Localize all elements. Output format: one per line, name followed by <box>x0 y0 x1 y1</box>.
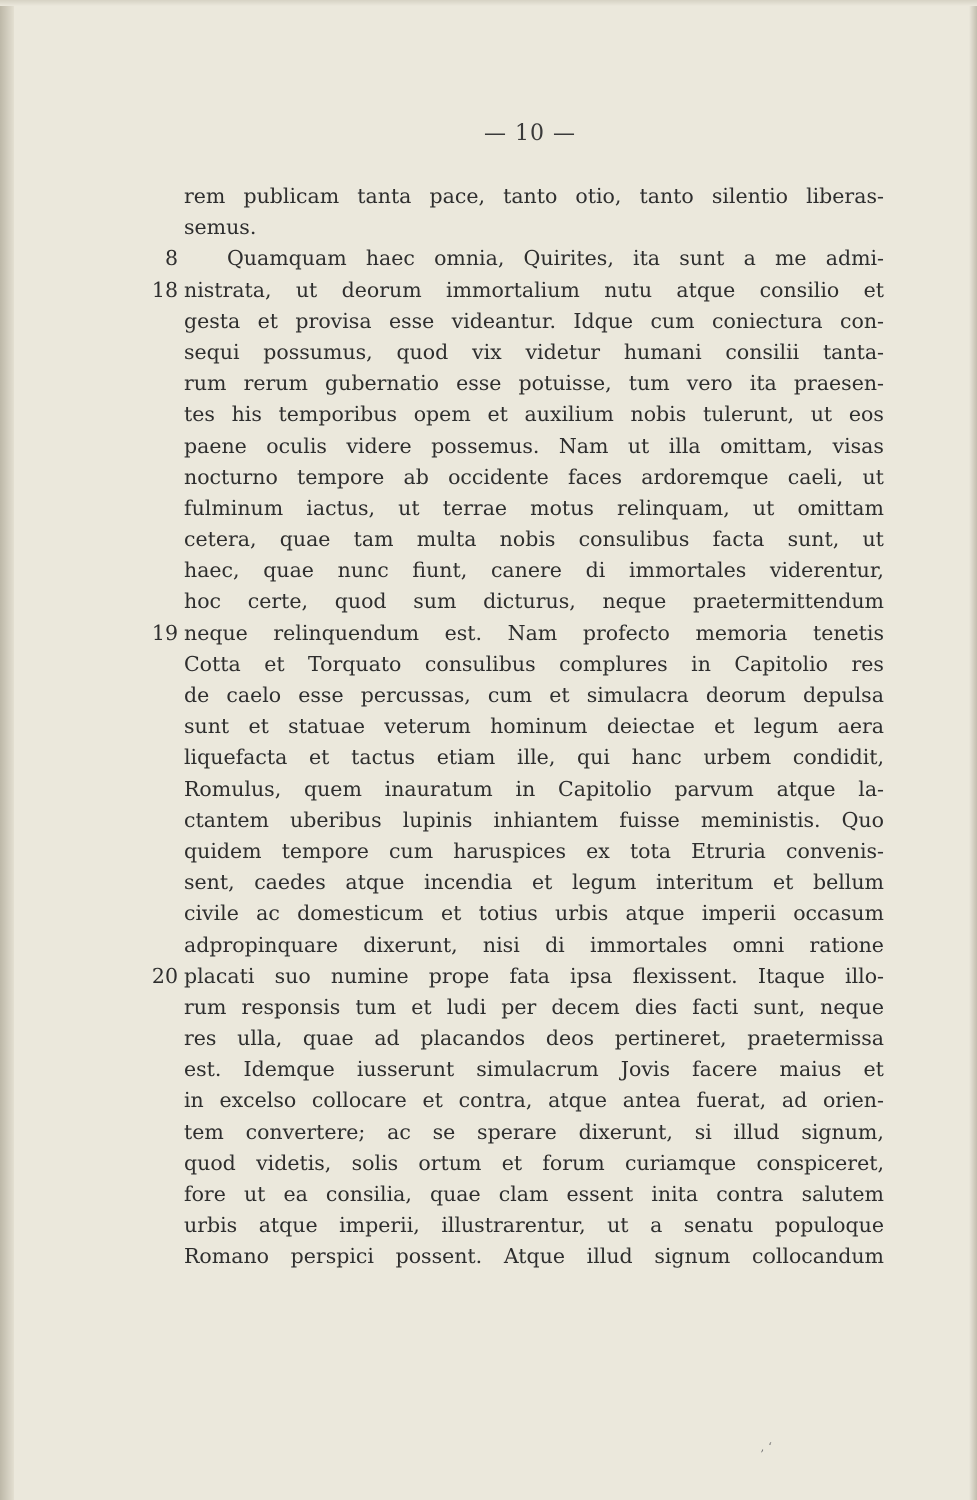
line-text: semus. <box>184 215 257 240</box>
text-line <box>0 961 977 992</box>
body-text <box>0 181 977 1273</box>
line-text: hoc certe, quod sum dicturus, neque praetermittendum <box>184 589 884 614</box>
line-text: liquefacta et tactus etiam ille, qui hanc urbem condidit, <box>184 745 884 770</box>
line-text: sequi possumus, quod vix videtur humani consilii tanta- <box>184 339 884 364</box>
line-text: gesta et provisa esse videantur. Idque cum coniectura con- <box>184 308 884 333</box>
text-line <box>0 649 977 680</box>
text-line <box>0 992 977 1023</box>
line-text: in excelso collocare et contra, atque antea fuerat, ad orien- <box>184 1088 884 1113</box>
line-text: paene oculis videre possemus. Nam ut illa omittam, visas <box>184 433 884 458</box>
text-line <box>0 1210 977 1241</box>
text-line <box>0 306 977 337</box>
text-line <box>0 1085 977 1116</box>
line-text: neque relinquendum est. Nam profecto memoria tenetis <box>184 620 884 645</box>
line-text: fore ut ea consilia, quae clam essent inita contra salutem <box>184 1182 884 1206</box>
text-line <box>0 493 977 524</box>
line-text: res ulla, quae ad placandos deos pertineret, praetermissa <box>184 1026 884 1051</box>
line-text: Romano perspici possent. Atque illud signum collocandum <box>184 1244 884 1269</box>
text-line <box>0 1023 977 1054</box>
page-edge-top <box>0 0 977 6</box>
text-line <box>0 212 977 243</box>
text-line <box>0 275 977 306</box>
line-text: Quamquam haec omnia, Quirites, ita sunt a me admi- <box>227 246 884 271</box>
text-line <box>0 1179 977 1210</box>
text-line <box>0 586 977 617</box>
text-line <box>0 774 977 805</box>
text-line <box>0 680 977 711</box>
text-line <box>0 368 977 399</box>
text-line <box>0 555 977 586</box>
line-text: nocturno tempore ab occidente faces ardoremque caeli, ut <box>184 464 884 489</box>
line-text: adpropinquare dixerunt, nisi di immortales omni ratione <box>184 932 884 957</box>
text-line <box>0 618 977 649</box>
section-number: 18 <box>151 277 178 302</box>
paper-speck: , ‘ <box>760 1440 772 1454</box>
section-number: 8 <box>164 246 178 271</box>
text-line <box>0 898 977 929</box>
line-text: rum rerum gubernatio esse potuisse, tum vero ita praesen- <box>184 371 884 396</box>
line-text: tem convertere; ac se sperare dixerunt, si illud signum, <box>184 1119 884 1144</box>
line-text: cetera, quae tam multa nobis consulibus facta sunt, ut <box>184 527 884 552</box>
line-text: Cotta et Torquato consulibus complures in Capitolio res <box>184 651 884 676</box>
text-line <box>0 181 977 212</box>
text-line <box>0 836 977 867</box>
line-text: placati suo numine prope fata ipsa flexissent. Itaque illo- <box>184 963 884 988</box>
text-line <box>0 243 977 274</box>
line-text: rum responsis tum et ludi per decem dies facti sunt, neque <box>184 994 884 1019</box>
text-line <box>0 930 977 961</box>
line-text: urbis atque imperii, illustrarentur, ut a senatu populoque <box>184 1213 884 1238</box>
page-number: — 10 — <box>484 121 576 146</box>
line-text: sunt et statuae veterum hominum deiectae et legum aera <box>184 714 884 739</box>
line-text: quidem tempore cum haruspices ex tota Etruria convenis- <box>184 838 884 863</box>
line-text: haec, quae nunc fiunt, canere di immortales viderentur, <box>184 558 884 583</box>
line-text: de caelo esse percussas, cum et simulacra deorum depulsa <box>184 683 884 707</box>
text-line <box>0 524 977 555</box>
text-line <box>0 867 977 898</box>
text-line <box>0 462 977 493</box>
text-line <box>0 337 977 368</box>
line-text: civile ac domesticum et totius urbis atque imperii occasum <box>184 901 884 926</box>
line-text: fulminum iactus, ut terrae motus relinquam, ut omittam <box>184 495 884 520</box>
line-text: Romulus, quem inauratum in Capitolio parvum atque la- <box>184 776 884 801</box>
text-line <box>0 1241 977 1272</box>
section-number: 20 <box>151 963 178 988</box>
line-text: quod videtis, solis ortum et forum curiamque conspiceret, <box>184 1150 884 1175</box>
section-number: 19 <box>151 620 178 645</box>
text-line <box>0 742 977 773</box>
text-line <box>0 399 977 430</box>
line-text: nistrata, ut deorum immortalium nutu atque consilio et <box>184 277 884 302</box>
line-text: est. Idemque iusserunt simulacrum Jovis facere maius et <box>184 1057 884 1082</box>
text-line <box>0 1117 977 1148</box>
line-text: tes his temporibus opem et auxilium nobis tulerunt, ut eos <box>184 402 884 427</box>
text-line <box>0 431 977 462</box>
text-line <box>0 1148 977 1179</box>
line-text: rem publicam tanta pace, tanto otio, tanto silentio liberas- <box>184 184 884 208</box>
line-text: sent, caedes atque incendia et legum interitum et bellum <box>184 870 884 895</box>
text-line <box>0 805 977 836</box>
text-line <box>0 711 977 742</box>
line-text: ctantem uberibus lupinis inhiantem fuisse meministis. Quo <box>184 807 884 832</box>
text-line <box>0 1054 977 1085</box>
